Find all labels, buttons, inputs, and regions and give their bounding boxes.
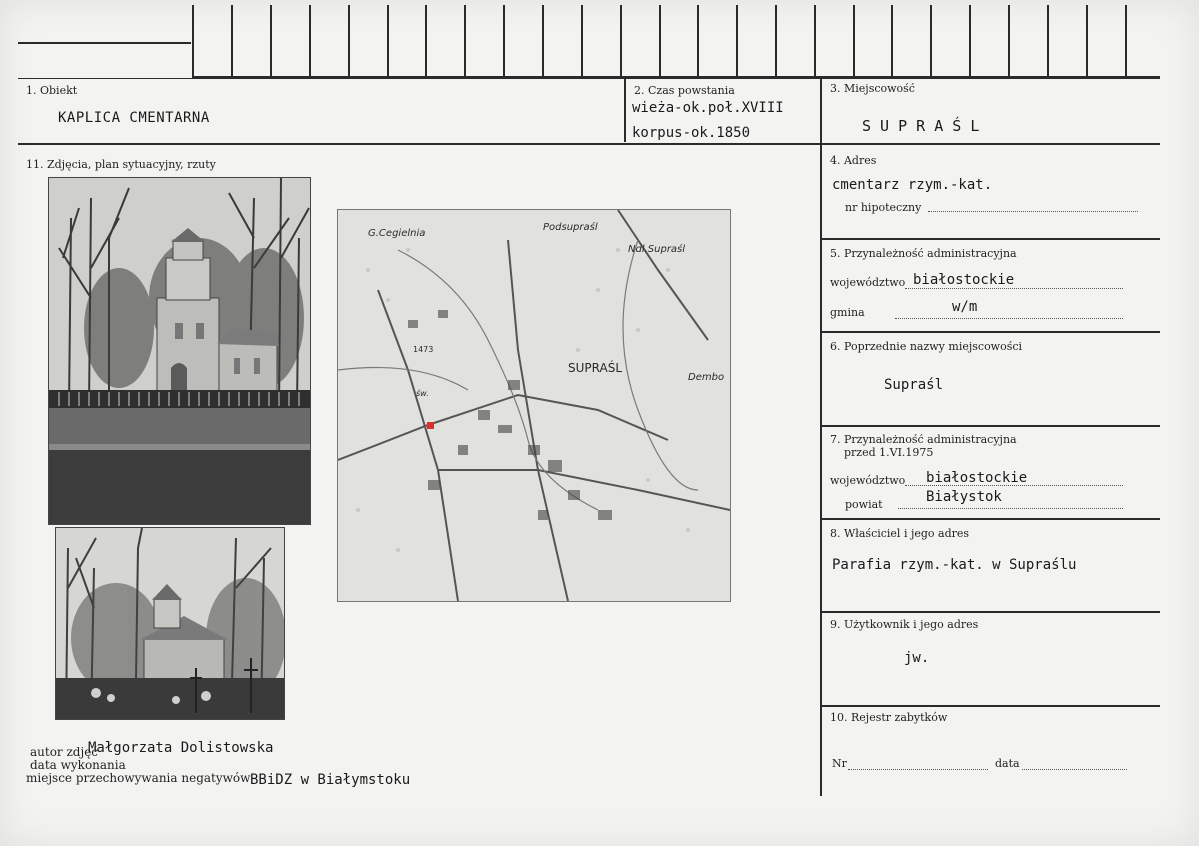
grid-cell-divider — [930, 5, 932, 77]
grid-cell-divider — [231, 5, 233, 77]
grid-cell-divider — [1047, 5, 1049, 77]
grid-cell-divider — [853, 5, 855, 77]
grid-cell-divider — [348, 5, 350, 77]
map-label: św. — [416, 389, 429, 398]
przynaleznosc-label: 5. Przynależność administracyjna — [830, 247, 1017, 260]
grid-cell-divider — [425, 5, 427, 77]
wlasciciel-value: Parafia rzym.-kat. w Supraślu — [832, 557, 1077, 573]
miejscowosc-value: S U P R A Ś L — [862, 117, 980, 135]
grid-cell-divider — [387, 5, 389, 77]
grid-cell-divider — [270, 5, 272, 77]
grid-cell-divider — [542, 5, 544, 77]
map-label: G.Cegielnia — [368, 228, 426, 239]
wlasciciel-label: 8. Właściciel i jego adres — [830, 527, 970, 540]
map-label: Podsupraśl — [543, 222, 598, 233]
uzytkownik-label: 9. Użytkownik i jego adres — [830, 618, 979, 631]
czas-label: 2. Czas powstania — [634, 84, 735, 97]
czas-line2: korpus-ok.1850 — [632, 125, 751, 141]
powiat-label: powiat — [845, 498, 883, 511]
hipoteczny-label: nr hipoteczny — [845, 201, 922, 214]
grid-cell-divider — [891, 5, 893, 77]
grid-cell-divider — [814, 5, 816, 77]
przynaleznosc75-label2: przed 1.VI.1975 — [844, 446, 934, 459]
rejestr-label: 10. Rejestr zabytków — [830, 711, 948, 724]
grid-cell-divider — [464, 5, 466, 77]
map-label: 1473 — [413, 345, 434, 354]
woj75-label: województwo — [830, 474, 906, 487]
woj-value: białostockie — [913, 272, 1015, 288]
location-marker — [427, 422, 434, 429]
grid-cell-divider — [620, 5, 622, 77]
obiekt-value: KAPLICA CMENTARNA — [58, 110, 210, 126]
grid-cell-divider — [736, 5, 738, 77]
grid-cell-divider — [659, 5, 661, 77]
grid-cell-divider — [775, 5, 777, 77]
grid-cell-divider — [1125, 5, 1127, 77]
photo-chapel-cemetery — [55, 527, 285, 720]
grid-cell-divider — [503, 5, 505, 77]
rejestr-nr-label: Nr — [832, 757, 847, 770]
grid-cell-divider — [309, 5, 311, 77]
miejscowosc-label: 3. Miejscowość — [830, 82, 915, 95]
poprzednie-label: 6. Poprzednie nazwy miejscowości — [830, 340, 1023, 353]
gmina-label: gmina — [830, 306, 865, 319]
woj-label: województwo — [830, 276, 906, 289]
adres-label: 4. Adres — [830, 154, 877, 167]
data-label: data wykonania — [30, 758, 126, 772]
photo-chapel-road — [48, 177, 311, 525]
powiat-value: Białystok — [926, 489, 1002, 505]
gmina-value: w/m — [952, 299, 978, 315]
grid-cell-divider — [192, 5, 194, 77]
grid-cell-divider — [697, 5, 699, 77]
przynaleznosc75-label: 7. Przynależność administracyjna — [830, 433, 1017, 446]
rejestr-data-label: data — [995, 757, 1020, 770]
grid-cell-divider — [581, 5, 583, 77]
map-label: Dembo — [688, 372, 725, 383]
map-label: Ndl.Supraśl — [628, 244, 686, 255]
situation-map — [337, 209, 731, 602]
grid-cell-divider — [969, 5, 971, 77]
woj75-value: białostockie — [926, 470, 1028, 486]
uzytkownik-value: jw. — [904, 650, 930, 666]
autor-value: Małgorzata Dolistowska — [88, 740, 274, 756]
obiekt-label: 1. Obiekt — [26, 84, 78, 97]
poprzednie-value: Supraśl — [884, 377, 944, 393]
miejsce-value: BBiDZ w Białymstoku — [250, 772, 411, 788]
autor-label: autor zdjęć — [30, 745, 99, 759]
grid-cell-divider — [1008, 5, 1010, 77]
zdjecia-label: 11. Zdjęcia, plan sytuacyjny, rzuty — [26, 158, 216, 171]
grid-cell-divider — [1086, 5, 1088, 77]
map-label: SUPRAŚL — [568, 361, 622, 375]
adres-value: cmentarz rzym.-kat. — [832, 177, 993, 193]
czas-line1: wieża-ok.poł.XVIII — [632, 100, 784, 116]
miejsce-label: miejsce przechowywania negatywów — [26, 771, 251, 785]
